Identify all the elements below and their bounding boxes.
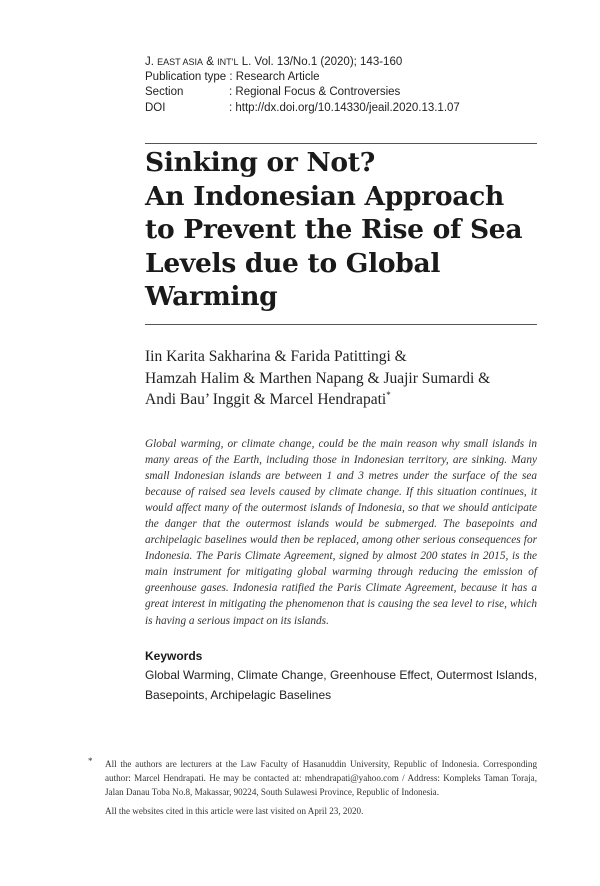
title-bottom-rule — [145, 324, 537, 325]
doi-label: DOI — [145, 101, 166, 114]
abstract-line: small Indonesian islands are between 1 and 3 metres under the surface of the sea — [145, 470, 537, 483]
publication-type-row — [145, 70, 460, 85]
abstract-line: archipelagic baselines would then be replaced, among other serious consequences for — [145, 534, 537, 547]
author-line: Hamzah Halim & Marthen Napang & Juajir Sumardi & — [145, 369, 491, 387]
publication-type-label: Publication type — [145, 71, 227, 84]
abstract-line: because of raised sea levels caused by climate change. If this situation continues, it — [145, 486, 537, 499]
journal-name-part1: EAST ASIA — [157, 57, 203, 67]
journal-amp: & — [203, 56, 218, 68]
title-line: An Indonesian Approach — [145, 180, 504, 212]
abstract-line: many areas of the Earth, including those in Indonesian territory, are sinking. Many — [145, 454, 537, 467]
abstract-line: great interest in mitigating the phenomenon that is causing the sea level to rise, which — [145, 598, 537, 611]
keywords-list — [145, 666, 537, 705]
section-row — [145, 85, 460, 100]
author-line-text: Andi Bau’ Inggit & Marcel Hendrapati — [145, 391, 387, 408]
journal-volume: L. Vol. 13/No.1 (2020); 143-160 — [238, 56, 403, 68]
section-label: Section — [145, 86, 184, 99]
abstract-line: Global warming, or climate change, could be the main reason why small islands in — [145, 438, 537, 450]
title-line: to Prevent the Rise of Sea — [145, 214, 523, 245]
journal-citation — [145, 55, 460, 70]
article-title — [145, 146, 545, 314]
footnote-line: author: Marcel Hendrapati. He may be contacted at: mhendrapati@yahoo.com / Address: Kompleks Taman Toraja, — [105, 773, 537, 784]
abstract-line: is having a serious impact on its islands. — [145, 614, 329, 627]
title-top-rule — [145, 143, 537, 144]
article-metadata — [145, 55, 460, 116]
abstract-line: greenhouse gases. Indonesia ratified the Paris Climate Agreement, because it has a — [145, 582, 537, 595]
author-line — [145, 389, 490, 411]
abstract-line: main instrument for mitigating global warming through reducing the emission of — [145, 566, 537, 579]
title-line: Levels due to Global — [145, 247, 441, 279]
keywords-line: Global Warming, Climate Change, Greenhouse Effect, Outermost Islands, — [145, 668, 538, 682]
title-line: Sinking or Not? — [145, 147, 375, 178]
section-value: : Regional Focus & Controversies — [229, 86, 401, 99]
keywords-heading: Keywords — [145, 649, 203, 663]
abstract — [145, 436, 537, 629]
footnote-line: All the authors are lecturers at the Law Faculty of Hasanuddin University, Republic of Indonesia. Corresponding — [105, 759, 537, 769]
footnote-mark: * — [88, 756, 93, 766]
author-list — [145, 346, 490, 411]
footnote-websites-note: All the websites cited in this article were last visited on April 23, 2020. — [105, 805, 364, 816]
footnote — [105, 757, 537, 818]
journal-prefix: J. — [145, 56, 158, 68]
journal-name-part2: INT’L — [217, 57, 239, 67]
publication-type-value: : Research Article — [229, 71, 320, 84]
footnote-line: Jalan Danau Toba No.8, Makassar, 90224, South Sulawesi Province, Republic of Indonesia. — [105, 787, 439, 798]
abstract-line: the danger that the outermost islands would be submerged. The basepoints and — [145, 518, 537, 531]
doi-row — [145, 101, 460, 116]
abstract-line: Indonesia. The Paris Climate Agreement, signed by almost 200 states in 2015, is the — [145, 550, 537, 563]
abstract-line: would affect many of the outermost islands of Indonesia, so that we should anticipate — [145, 502, 537, 515]
author-footnote-mark[interactable]: * — [386, 389, 391, 400]
title-line: Warming — [145, 281, 278, 312]
keywords-line: Basepoints, Archipelagic Baselines — [145, 687, 332, 702]
author-line: Iin Karita Sakharina & Farida Patittingi & — [145, 348, 407, 365]
doi-value[interactable]: : http://dx.doi.org/10.14330/jeail.2020.13.1.07 — [229, 101, 460, 114]
